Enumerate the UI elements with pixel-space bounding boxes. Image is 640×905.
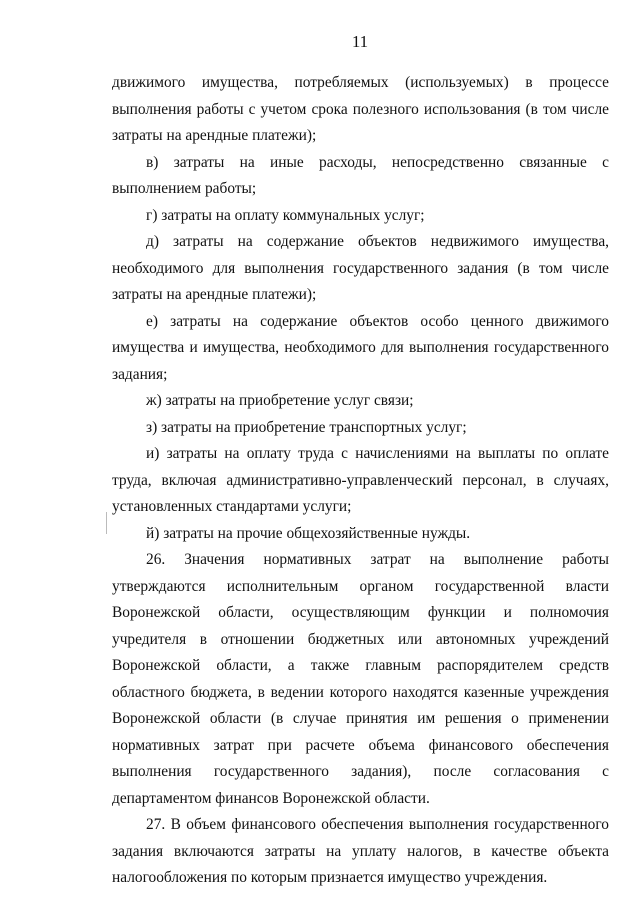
list-item-e: е) затраты на содержание объектов особо ценного движимого имущества и имущества, необходимого для выполнения государственного задания;	[112, 312, 609, 383]
clause-26: 26. Значения нормативных затрат на выполнение работы утверждаются исполнительным органом государственной власти Воронежской области, осуществляющим функции и полномочия учредителя в отношении бюджетных или автономных учреждений Воронежской области, а также главным распорядителем средств областного бюджета, в ведении которого находятся казенные учреждения Воронежской области (в случае принятия им решения о применении нормативных затрат при расчете объема финансового обеспечения выполнения государственного задания), после согласования с департаментом финансов Воронежской области.	[112, 551, 609, 807]
list-item-y: й) затраты на прочие общехозяйственные нужды.	[146, 524, 471, 542]
clause-27: 27. В объем финансового обеспечения выполнения государственного задания включаются затраты на уплату налогов, в качестве объекта налогообложения по которым признается имущество учреждения.	[112, 816, 609, 886]
document-body	[112, 70, 609, 892]
list-item-z: з) затраты на приобретение транспортных услуг;	[146, 418, 467, 436]
list-item-g: г) затраты на оплату коммунальных услуг;	[146, 206, 425, 224]
list-item-d: д) затраты на содержание объектов недвижимого имущества, необходимого для выполнения государственного задания (в том числе затраты на арендные платежи);	[112, 233, 609, 303]
list-item-v: в) затраты на иные расходы, непосредственно связанные с выполнением работы;	[112, 153, 609, 197]
list-item-i: и) затраты на оплату труда с начислениями на выплаты по оплате труда, включая административно-управленческий персонал, в случаях, установленных стандартами услуги;	[112, 445, 609, 515]
page-number: 11	[351, 32, 369, 51]
list-item-zh: ж) затраты на приобретение услуг связи;	[146, 392, 414, 409]
margin-mark	[106, 512, 107, 534]
paragraph-continuation: движимого имущества, потребляемых (используемых) в процессе выполнения работы с учетом срока полезного использования (в том числе затраты на арендные платежи);	[112, 74, 609, 144]
